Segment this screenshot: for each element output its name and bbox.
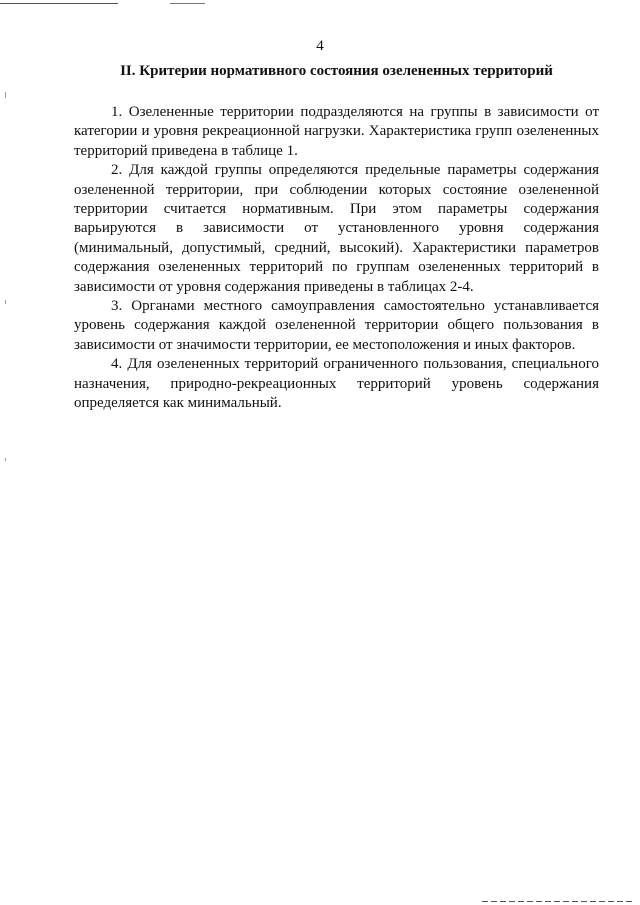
paragraph-4: 4. Для озелененных территорий ограниченного пользования, специального назначения, природно-рекреационных территорий уровень содержания определяется как минимальный. bbox=[74, 356, 599, 412]
paragraph-1: 1. Озелененные территории подразделяются на группы в зависимости от категории и уровня рекреационной нагрузки. Характеристика групп озелененных территорий приведена в таблице 1. bbox=[74, 104, 599, 159]
page-number: 4 bbox=[316, 38, 324, 54]
section-title: II. Критерии нормативного состояния озелененных территорий bbox=[120, 63, 553, 79]
scan-artifact-bottom-line bbox=[482, 901, 632, 902]
scan-artifact-top-line bbox=[170, 3, 205, 4]
paragraph-2: 2. Для каждой группы определяются предельные параметры содержания озелененной территории, при соблюдении которых состояние озелененной территории считается нормативным. При этом параметры содержания варьируются в зависимости от установленного уровня содержания (минимальный, допустимый, средний, высокий). Характеристики параметров содержания озелененных территорий по группам озелененных территорий в зависимости от уровня содержания приведены в таблицах 2-4. bbox=[74, 162, 599, 295]
document-body bbox=[74, 61, 599, 414]
scan-artifact-left-mark bbox=[5, 300, 6, 304]
scan-artifact-top-line bbox=[0, 3, 118, 4]
paragraph-3: 3. Органами местного самоуправления самостоятельно устанавливается уровень содержания каждой озелененной территории общего пользования в зависимости от значимости территории, ее местоположения и иных факторов. bbox=[74, 298, 599, 353]
scan-artifact-left-mark bbox=[5, 458, 6, 461]
scan-artifact-left-mark bbox=[5, 92, 6, 98]
